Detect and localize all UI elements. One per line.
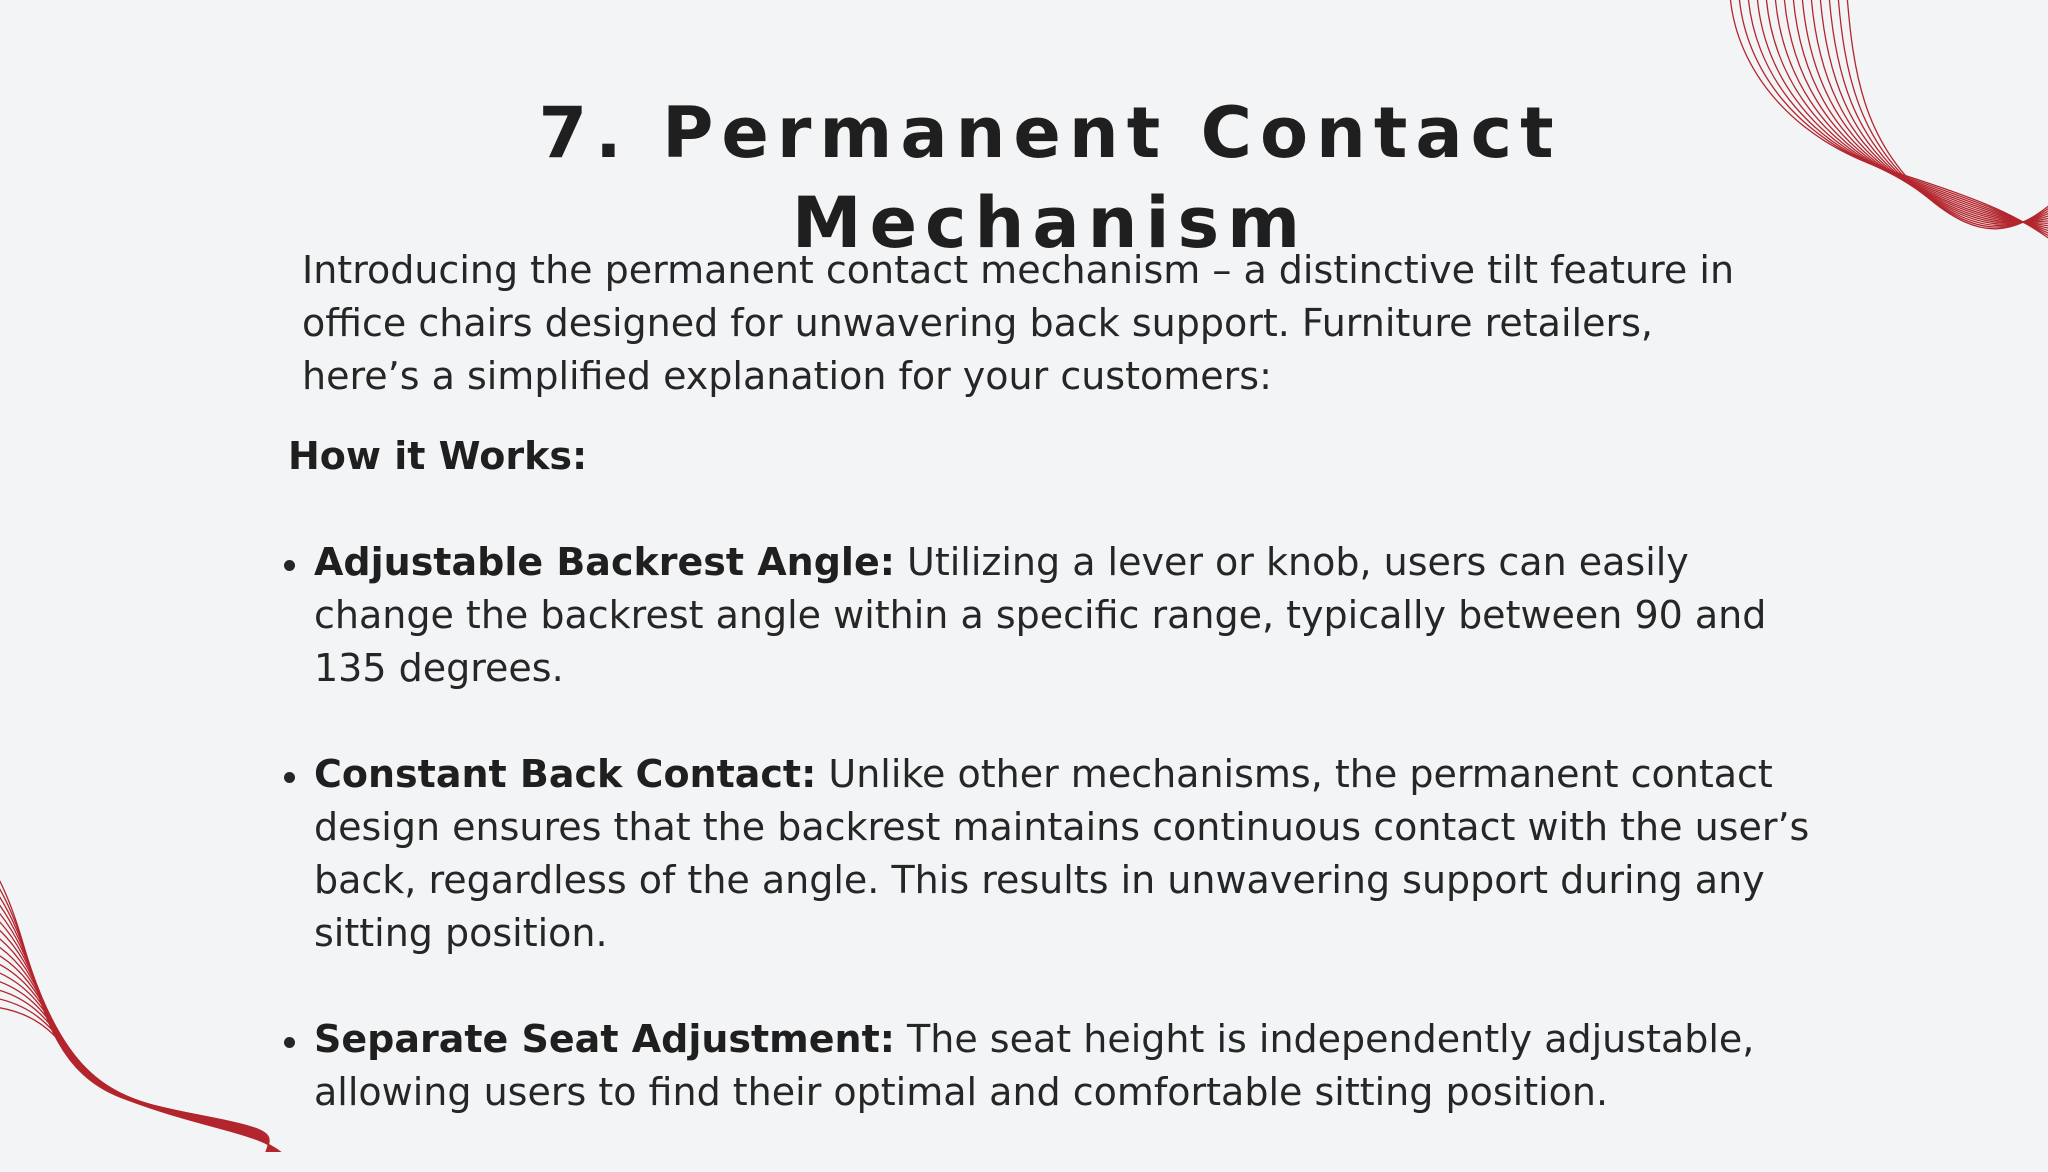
decorative-wave-line <box>0 899 285 1152</box>
decorative-wave-line <box>1793 0 2048 222</box>
decorative-wave-line <box>0 998 269 1152</box>
decorative-wave-line <box>0 908 283 1152</box>
bullet-text: Unlike other mechanisms, the permanent contact design ensures that the backrest maintains continuous contact with the user’s back, regardless of the angle. This results in unwavering support during any sitting position. <box>314 752 1810 955</box>
bullet-dot-icon <box>284 560 295 571</box>
decorative-wave-line <box>1820 0 2048 224</box>
decorative-wave-line <box>0 917 281 1152</box>
decorative-wave-line <box>1802 0 2048 222</box>
decorative-wave-line <box>1775 0 2048 227</box>
slide-title: 7. Permanent Contact Mechanism <box>538 92 1562 264</box>
decorative-wave-line <box>0 953 274 1152</box>
decorative-wave-line <box>1838 0 2048 227</box>
decorative-wave-line <box>0 1007 269 1152</box>
bullet-text: The seat height is independently adjustable, allowing users to find their optimal and comfortable sitting position. <box>314 1017 1755 1114</box>
decorative-wave-line <box>0 926 279 1152</box>
decorative-wave-line <box>0 890 286 1152</box>
decorative-wave-line <box>0 872 290 1152</box>
decorative-wave-line <box>1784 0 2048 223</box>
decorative-wave-line <box>1847 0 2048 229</box>
decorative-wave-line <box>0 962 272 1152</box>
decorative-wave-line <box>0 989 268 1152</box>
decorative-wave-line <box>0 980 269 1152</box>
decorative-wave-line <box>0 944 276 1152</box>
decorative-wave-lines-bottom-left <box>0 862 300 1152</box>
decorative-wave-line <box>1757 0 2048 234</box>
bullet-text: Utilizing a lever or knob, users can easily change the backrest angle within a specific range, typically between 90 and 135 degrees. <box>314 540 1767 690</box>
bullet-list <box>314 536 1834 1172</box>
decorative-wave-line <box>1829 0 2048 225</box>
bullet-dot-icon <box>284 772 295 783</box>
decorative-wave-line <box>0 881 288 1152</box>
intro-paragraph: Introducing the permanent contact mechanism – a distinctive tilt feature in office chairs designed for unwavering back support. Furniture retailers, here’s a simplified explanation for your customers: <box>302 248 1735 398</box>
decorative-wave-line <box>1811 0 2048 223</box>
bullet-item-adjustable-backrest-angle <box>314 536 1834 695</box>
bullet-dot-icon <box>284 1037 295 1048</box>
decorative-wave-line <box>0 935 277 1152</box>
bullet-item-constant-back-contact <box>314 748 1834 960</box>
bullet-item-separate-seat-adjustment <box>314 1013 1834 1119</box>
bullet-label: Adjustable Backrest Angle: <box>314 540 895 584</box>
decorative-wave-line <box>1766 0 2048 231</box>
bullet-label: Separate Seat Adjustment: <box>314 1017 895 1061</box>
bullet-label: Constant Back Contact: <box>314 752 817 796</box>
decorative-wave-line <box>0 971 270 1152</box>
how-it-works-heading: How it Works: <box>288 434 588 478</box>
